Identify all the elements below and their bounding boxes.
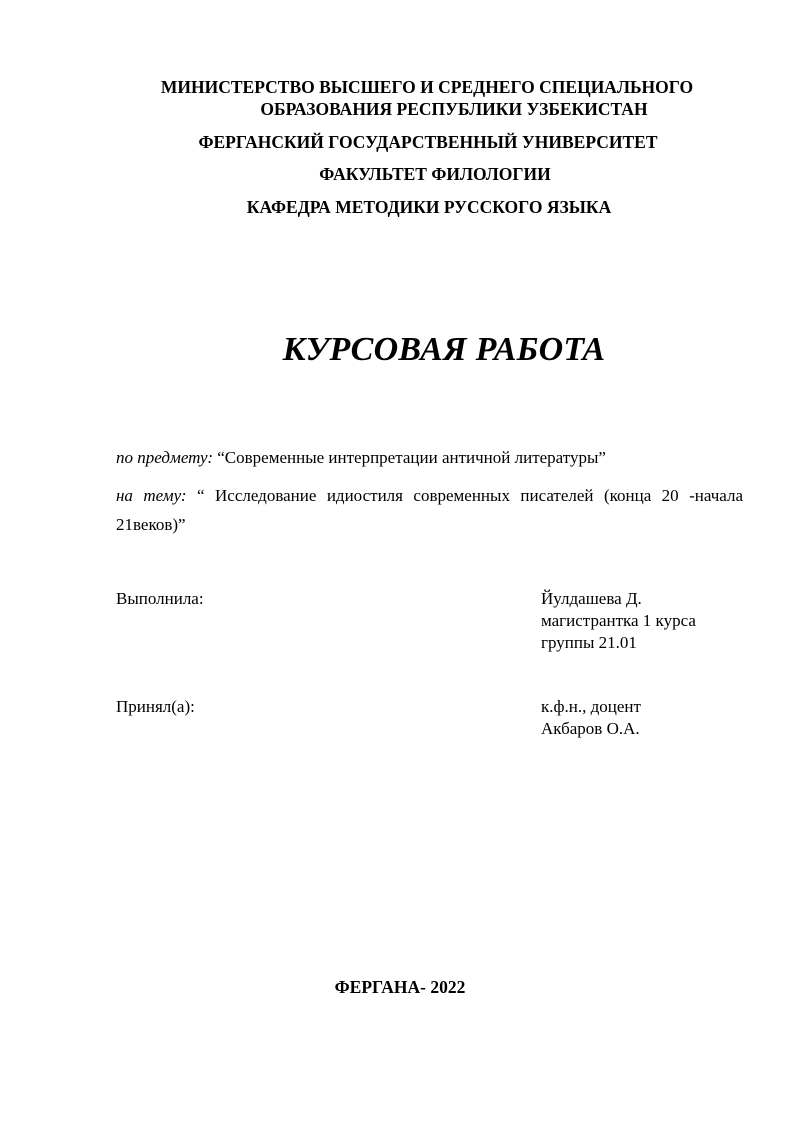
accepted-info [541,696,641,740]
ministry-line-1: МИНИСТЕРСТВО ВЫСШЕГО И СРЕДНЕГО СПЕЦИАЛЬНОГО [160,77,694,97]
topic-label: на тему: [116,486,187,505]
subject-line [116,447,606,469]
document-title: КУРСОВАЯ РАБОТА [282,331,606,368]
faculty-name: ФАКУЛЬТЕТ ФИЛОЛОГИИ [319,164,551,184]
subject-label: по предмету: [116,448,213,467]
subject-value: “Современные интерпретации античной литературы” [217,448,606,467]
topic-value: “ Исследование идиостиля современных писателей (конца 20 -начала 21веков)” [116,486,743,534]
ministry-line-2: ОБРАЗОВАНИЯ РЕСПУБЛИКИ УЗБЕКИСТАН [260,99,648,119]
supervisor-title: к.ф.н., доцент [541,697,641,716]
city-year: ФЕРГАНА- 2022 [334,977,466,997]
performed-info [541,588,696,654]
performed-label: Выполнила: [116,589,204,608]
accepted-label: Принял(а): [116,697,195,716]
supervisor-name: Акбаров О.А. [541,719,640,738]
topic-line [116,481,743,539]
student-group: группы 21.01 [541,633,637,652]
student-role: магистрантка 1 курса [541,611,696,630]
university-name: ФЕРГАНСКИЙ ГОСУДАРСТВЕННЫЙ УНИВЕРСИТЕТ [198,132,658,152]
student-name: Йулдашева Д. [541,589,642,608]
department-name: КАФЕДРА МЕТОДИКИ РУССКОГО ЯЗЫКА [246,197,612,217]
